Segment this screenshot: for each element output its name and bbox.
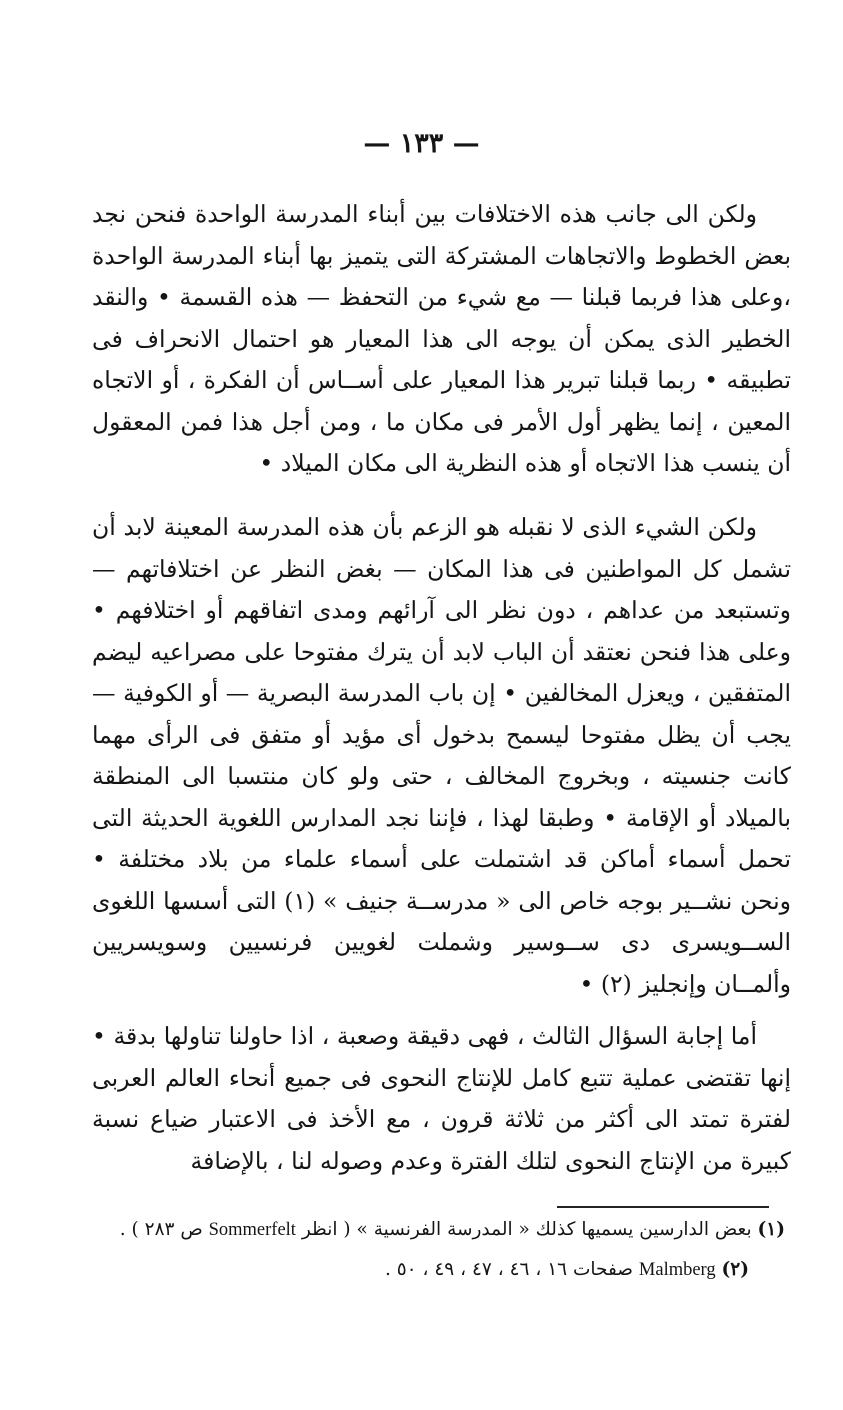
footnote-1-page: ص ٢٨٣ ) . [119, 1219, 203, 1240]
paragraph-3-block [92, 1016, 791, 1182]
paragraph-1-block [92, 194, 791, 485]
footnote-1-author: Sommerfelt [208, 1220, 296, 1240]
footnote-2-pages: صفحات ١٦ ، ٤٦ ، ٤٧ ، ٤٩ ، ٥٠ . [384, 1259, 634, 1280]
paragraph: ولكن الى جانب هذه الاختلافات بين أبناء المدرسة الواحدة فنحن نجد بعض الخطوط والاتجاهات المشتركة التى يتميز بها أبناء المدرسة الواحدة ،وعلى هذا فربما قبلنا — مع شيء من التحفظ — هذه القسمة • والنقد الخطير الذى يمكن أن يوجه الى هذا المعيار هو احتمال الانحراف فى تطبيقه • ربما قبلنا تبرير هذا المعيار على أســاس أن الفكرة ، أو الاتجاه المعين ، إنما يظهر أول الأمر فى مكان ما ، ومن أجل هذا فمن المعقول أن ينسب هذا الاتجاه أو هذه النظرية الى مكان الميلاد • [92, 200, 791, 477]
paragraph: أما إجابة السؤال الثالث ، فهى دقيقة وصعبة ، اذا حاولنا تناولها بدقة • إنها تقتضى عملية تتبع كامل للإنتاج النحوى فى جميع أنحاء العالم العربى لفترة تمتد الى أكثر من ثلاثة قرون ، مع الأخذ فى الاعتبار ضياع نسبة كبيرة من الإنتاج النحوى لتلك الفترة وعدم وصوله لنا ، بالإضافة [92, 1022, 791, 1175]
footnote-2-author: Malmberg [638, 1260, 716, 1280]
footnote-1-text: بعض الدارسين يسميها كذلك « المدرسة الفرنسية » ( انظر [301, 1219, 752, 1240]
footnote-divider [557, 1206, 769, 1208]
page-number: — ١٣٣ — [363, 128, 480, 159]
footnote-1 [82, 1214, 785, 1246]
footnote-1-number: (١) [757, 1219, 785, 1240]
footnote-2-number: (٢) [721, 1259, 749, 1280]
paragraph: ولكن الشيء الذى لا نقبله هو الزعم بأن هذه المدرسة المعينة لابد أن تشمل كل المواطنين فى هذا المكان — بغض النظر عن اختلافاتهم — وتستبعد من عداهم ، دون نظر الى آرائهم ومدى اتفاقهم أو اختلافهم • وعلى هذا فنحن نعتقد أن الباب لابد أن يترك مفتوحا على مصراعيه ليضم المتفقين ، ويعزل المخالفين • إن باب المدرسة البصرية — أو الكوفية — يجب أن يظل مفتوحا ليسمح بدخول أى مؤيد أو متفق فى الرأى مهما كانت جنسيته ، وبخروج المخالف ، حتى ولو كان منتسبا الى المنطقة بالميلاد أو الإقامة • وطبقا لهذا ، فإننا نجد المدارس اللغوية الحديثة التى تحمل أسماء أماكن قد اشتملت على أسماء علماء من بلاد مختلفة • ونحن نشــير بوجه خاص الى « مدرســة جنيف » (١) التى أسسها اللغوى الســويسرى دى ســوسير وشملت لغويين فرنسيين وسويسريين وألمــان وإنجليز (٢) • [92, 513, 791, 998]
footnotes [82, 1214, 785, 1286]
footnote-2 [82, 1254, 785, 1286]
paragraph-2-block [92, 507, 791, 1005]
